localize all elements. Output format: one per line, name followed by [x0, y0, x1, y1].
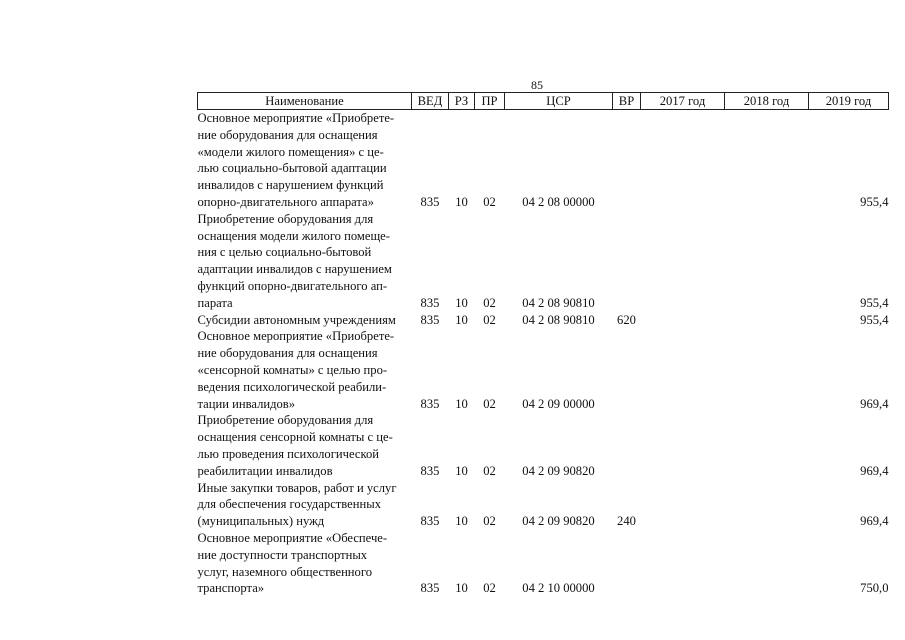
row-name-line: реабилитации инвалидов [197, 463, 333, 478]
row-name-line: оснащения модели жилого помеще- [197, 228, 390, 243]
header-2019: 2019 год [809, 93, 889, 110]
row-name-line: оснащения сенсорной комнаты с це- [197, 430, 393, 445]
row-name-cell [198, 412, 412, 479]
row-name-cell [198, 110, 412, 211]
table-row [198, 312, 889, 329]
cell-y2017 [641, 412, 725, 479]
row-name-line: Основное мероприятие «Приобрете- [197, 111, 395, 125]
cell-ved: 835 [420, 295, 440, 310]
cell-csr: 04 2 08 90810 [522, 295, 595, 310]
cell-rz: 10 [455, 581, 468, 596]
cell-rz: 10 [455, 514, 468, 529]
cell-y2019: 955,4 [860, 295, 889, 310]
row-name-line: ние оборудования для оснащения [197, 346, 378, 361]
cell-rz: 10 [455, 295, 468, 310]
row-name-line: «модели жилого помещения» с це- [197, 144, 384, 159]
cell-pr: 02 [483, 312, 496, 327]
cell-csr: 04 2 09 90820 [522, 463, 595, 478]
row-name-line: адаптации инвалидов с нарушением [197, 262, 392, 277]
cell-y2019: 969,4 [860, 463, 889, 478]
cell-ved: 835 [420, 581, 440, 596]
row-name-line: Приобретение оборудования для [197, 211, 374, 226]
row-name-line: ние оборудования для оснащения [197, 127, 378, 142]
row-name-cell [198, 211, 412, 312]
cell-vr [613, 412, 641, 479]
cell-y2018 [725, 211, 809, 312]
cell-rz: 10 [455, 194, 468, 209]
table-row [198, 110, 889, 211]
row-name-line: ведения психологической реабили- [197, 379, 387, 394]
header-2017: 2017 год [641, 93, 725, 110]
cell-pr: 02 [483, 295, 496, 310]
cell-rz: 10 [455, 312, 468, 327]
budget-table [197, 92, 889, 597]
header-name: Наименование [198, 93, 412, 110]
table-row [198, 530, 889, 597]
header-vr: ВР [613, 93, 641, 110]
row-name-line: опорно-двигательного аппарата» [197, 194, 374, 209]
cell-csr: 04 2 08 00000 [522, 194, 595, 209]
row-name-line: тации инвалидов» [197, 396, 296, 411]
cell-y2018 [725, 530, 809, 597]
table-row [198, 211, 889, 312]
row-name-line: парата [197, 295, 233, 310]
cell-pr: 02 [483, 194, 496, 209]
page-number: 85 [531, 78, 543, 92]
row-name-line: Приобретение оборудования для [197, 413, 374, 428]
cell-csr: 04 2 09 90820 [522, 514, 595, 529]
cell-ved: 835 [420, 396, 440, 411]
cell-y2019: 955,4 [860, 312, 889, 327]
row-name-line: инвалидов с нарушением функций [197, 178, 384, 193]
cell-y2018 [725, 312, 809, 329]
cell-y2017 [641, 328, 725, 412]
row-name-line: Основное мероприятие «Обеспече- [197, 530, 388, 545]
cell-ved: 835 [420, 194, 440, 209]
cell-y2017 [641, 110, 725, 211]
cell-vr: 240 [617, 514, 636, 529]
cell-y2018 [725, 328, 809, 412]
row-name-line: ние доступности транспортных [197, 547, 368, 562]
row-name-line: ния с целью социально-бытовой [197, 245, 372, 260]
cell-ved: 835 [420, 514, 440, 529]
cell-y2019: 750,0 [860, 581, 889, 596]
header-pr: ПР [475, 93, 505, 110]
table-row [198, 328, 889, 412]
row-name-cell [198, 312, 412, 329]
cell-y2019: 955,4 [860, 194, 889, 209]
row-name-line: Иные закупки товаров, работ и услуг [197, 480, 397, 495]
cell-y2017 [641, 312, 725, 329]
table-body [198, 110, 889, 598]
cell-vr: 620 [617, 312, 636, 327]
row-name-line: функций опорно-двигательного ап- [197, 278, 388, 293]
row-name-line: «сенсорной комнаты» с целью про- [197, 362, 388, 377]
cell-pr: 02 [483, 581, 496, 596]
row-name-line: лью социально-бытовой адаптации [197, 161, 387, 176]
table-header-row [198, 93, 889, 110]
cell-rz: 10 [455, 463, 468, 478]
row-name-line: (муниципальных) нужд [197, 514, 325, 529]
cell-y2019: 969,4 [860, 396, 889, 411]
cell-rz: 10 [455, 396, 468, 411]
cell-vr [613, 110, 641, 211]
cell-y2017 [641, 530, 725, 597]
cell-y2018 [725, 412, 809, 479]
cell-ved: 835 [420, 312, 440, 327]
header-csr: ЦСР [505, 93, 613, 110]
header-ved: ВЕД [412, 93, 449, 110]
cell-csr: 04 2 10 00000 [522, 581, 595, 596]
cell-vr [613, 211, 641, 312]
cell-vr [613, 328, 641, 412]
cell-y2017 [641, 211, 725, 312]
row-name-line: лью проведения психологической [197, 446, 379, 461]
row-name-cell [198, 328, 412, 412]
cell-y2017 [641, 480, 725, 530]
row-name-line: услуг, наземного общественного [197, 564, 372, 579]
table-row [198, 412, 889, 479]
cell-ved: 835 [420, 463, 440, 478]
cell-pr: 02 [483, 396, 496, 411]
row-name-line: транспорта» [197, 581, 265, 596]
cell-csr: 04 2 09 00000 [522, 396, 595, 411]
row-name-cell [198, 530, 412, 597]
row-name-line: для обеспечения государственных [197, 497, 382, 512]
row-name-line: Основное мероприятие «Приобрете- [197, 329, 395, 344]
cell-y2018 [725, 110, 809, 211]
cell-csr: 04 2 08 90810 [522, 312, 595, 327]
cell-y2018 [725, 480, 809, 530]
cell-y2019: 969,4 [860, 514, 889, 529]
row-name-line: Субсидии автономным учреждениям [197, 312, 396, 327]
table-row [198, 480, 889, 530]
row-name-cell [198, 480, 412, 530]
cell-pr: 02 [483, 514, 496, 529]
header-2018: 2018 год [725, 93, 809, 110]
cell-pr: 02 [483, 463, 496, 478]
header-rz: РЗ [449, 93, 475, 110]
cell-vr [613, 530, 641, 597]
